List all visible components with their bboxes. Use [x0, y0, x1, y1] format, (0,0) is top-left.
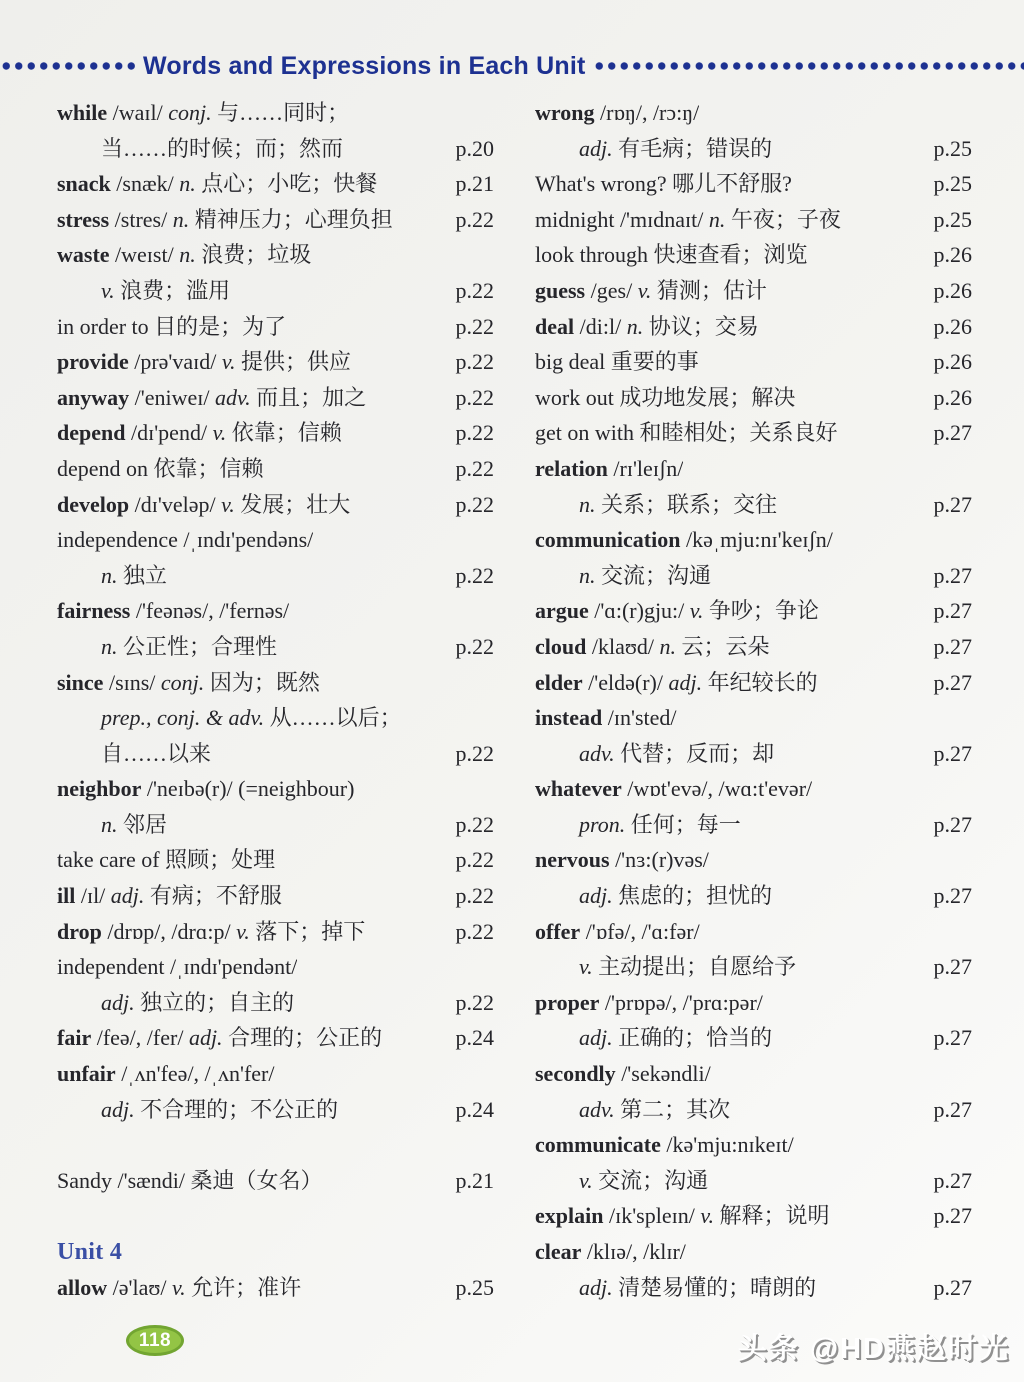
page-ref: p.27 — [933, 491, 972, 517]
entry-text: anyway /'eniweɪ/ adv. 而且；加之 — [57, 384, 367, 410]
entry-line — [535, 309, 972, 345]
page-ref: p.21 — [455, 1167, 494, 1193]
entry-line — [535, 380, 972, 416]
entry-line — [57, 273, 494, 309]
entry-text: pron. 任何；每一 — [579, 811, 741, 837]
page-ref: p.26 — [933, 349, 972, 375]
page-ref: p.20 — [455, 135, 494, 161]
entry-line — [57, 309, 494, 345]
page-ref: p.27 — [933, 811, 972, 837]
entry-text: adj. 正确的；恰当的 — [579, 1025, 773, 1051]
entry-text: independent /ˌɪndɪ'pendənt/ — [57, 954, 298, 980]
entry-line — [57, 451, 494, 487]
entry-text: adj. 清楚易懂的；晴朗的 — [579, 1274, 817, 1300]
page-header — [0, 50, 1024, 82]
entry-line — [57, 415, 494, 451]
watermark: 头条 @HD燕赵时光 — [737, 1333, 1010, 1365]
entry-text: elder /'eldə(r)/ adj. 年纪较长的 — [535, 669, 818, 695]
entry-text: while /waɪl/ conj. 与……同时； — [57, 100, 350, 125]
entry-text: n. 邻居 — [101, 811, 168, 837]
entry-line — [57, 487, 494, 523]
entry-text: adj. 焦虑的；担忧的 — [579, 883, 773, 909]
page-ref: p.25 — [455, 1274, 494, 1300]
entry-line — [535, 1198, 972, 1234]
entry-line — [57, 166, 494, 202]
entry-text: communication /kəˌmju:nɪ'keɪʃn/ — [535, 527, 833, 553]
page-ref: p.22 — [455, 420, 494, 446]
entry-text: deal /di:l/ n. 协议；交易 — [535, 313, 759, 339]
page-ref: p.22 — [455, 883, 494, 909]
entry-line — [57, 131, 494, 167]
page-title: Words and Expressions in Each Unit — [143, 51, 586, 80]
page-ref: p.22 — [455, 455, 494, 481]
page-ref: p.22 — [455, 811, 494, 837]
unit-heading — [57, 1234, 494, 1270]
entry-text: explain /ɪk'spleɪn/ v. 解释；说明 — [535, 1203, 830, 1229]
entry-text: waste /weɪst/ n. 浪费；垃圾 — [57, 242, 312, 268]
page-ref: p.22 — [455, 562, 494, 588]
entry-line — [535, 522, 972, 558]
entry-text: n. 公正性；合理性 — [101, 633, 278, 659]
page-number: 118 — [138, 1329, 172, 1351]
entry-text: Unit 4 — [57, 1238, 123, 1265]
page-ref: p.27 — [933, 420, 972, 446]
entry-text: wrong /rɒŋ/, /rɔ:ŋ/ — [535, 100, 700, 125]
page-ref: p.22 — [455, 277, 494, 303]
page-ref: p.22 — [455, 384, 494, 410]
entry-text: clear /klɪə/, /klɪr/ — [535, 1239, 686, 1264]
entry-line — [535, 95, 972, 131]
entry-text: cloud /klaʊd/ n. 云；云朵 — [535, 633, 770, 659]
entry-text: Sandy /'sændi/ 桑迪（女名） — [57, 1167, 323, 1193]
entry-line — [535, 914, 972, 950]
page-ref: p.24 — [455, 1025, 494, 1051]
entry-text: since /sɪns/ conj. 因为；既然 — [57, 669, 320, 695]
entry-line — [57, 736, 494, 772]
entry-line — [57, 202, 494, 238]
entry-line — [57, 95, 494, 131]
entry-line — [535, 1127, 972, 1163]
entry-text: argue /'ɑ:(r)gju:/ v. 争吵；争论 — [535, 598, 819, 624]
page-ref: p.21 — [455, 171, 494, 197]
glossary-column-left — [57, 95, 494, 1305]
entry-text: v. 浪费；滥用 — [101, 277, 231, 303]
page-ref: p.22 — [455, 918, 494, 944]
entry-text: fair /feə/, /fer/ adj. 合理的；公正的 — [57, 1025, 383, 1051]
dotted-rule-left — [0, 60, 136, 72]
entry-line — [57, 1092, 494, 1128]
entry-text: n. 交流；沟通 — [579, 562, 712, 588]
entry-line — [57, 522, 494, 558]
entry-text: What's wrong? 哪儿不舒服? — [535, 171, 792, 197]
page-ref: p.27 — [933, 562, 972, 588]
entry-line — [57, 878, 494, 914]
entry-line — [535, 807, 972, 843]
entry-text: allow /ə'laʊ/ v. 允许；准许 — [57, 1274, 302, 1300]
entry-text: take care of 照顾；处理 — [57, 847, 276, 873]
page-ref: p.27 — [933, 740, 972, 766]
entry-line — [57, 380, 494, 416]
entry-text: instead /ɪn'sted/ — [535, 705, 677, 731]
entry-text: 自……以来 — [101, 740, 212, 766]
entry-text: get on with 和睦相处；关系良好 — [535, 420, 838, 446]
entry-line — [535, 878, 972, 914]
entry-text: communicate /kə'mju:nɪkeɪt/ — [535, 1132, 794, 1158]
entry-text: n. 关系；联系；交往 — [579, 491, 778, 517]
page-ref: p.25 — [933, 171, 972, 197]
entry-line — [535, 202, 972, 238]
entry-line — [535, 1056, 972, 1092]
entry-line — [57, 665, 494, 701]
entry-line — [535, 842, 972, 878]
page-ref: p.27 — [933, 633, 972, 659]
page-number-badge — [126, 1325, 184, 1356]
page-ref: p.27 — [933, 1167, 972, 1193]
entry-line — [57, 558, 494, 594]
entry-text: n. 独立 — [101, 562, 168, 588]
entry-text: whatever /wɒt'evə/, /wɑ:t'evər/ — [535, 776, 813, 802]
entry-line — [535, 629, 972, 665]
entry-text: offer /'ɒfə/, /'ɑ:fər/ — [535, 918, 700, 944]
entry-text: adv. 代替；反而；却 — [579, 740, 775, 766]
entry-line — [535, 665, 972, 701]
entry-text: nervous /'nɜ:(r)vəs/ — [535, 847, 709, 873]
entry-text: proper /'prɒpə/, /'prɑ:pər/ — [535, 989, 763, 1015]
page-ref: p.22 — [455, 313, 494, 339]
entry-line — [535, 949, 972, 985]
entry-line — [57, 914, 494, 950]
page-ref: p.26 — [933, 384, 972, 410]
entry-line — [57, 949, 494, 985]
page-ref: p.27 — [933, 1274, 972, 1300]
entry-text: snack /snæk/ n. 点心；小吃；快餐 — [57, 171, 378, 197]
entry-line — [535, 1020, 972, 1056]
page-ref: p.27 — [933, 954, 972, 980]
entry-line — [57, 1056, 494, 1092]
entry-line — [535, 700, 972, 736]
entry-text: prep., conj. & adv. 从……以后； — [101, 705, 402, 731]
entry-text: fairness /'feənəs/, /'fernəs/ — [57, 598, 290, 624]
entry-line — [57, 237, 494, 273]
entry-text: depend on 依靠；信赖 — [57, 455, 264, 481]
entry-text: depend /dɪ'pend/ v. 依靠；信赖 — [57, 420, 342, 446]
entry-line — [535, 166, 972, 202]
entry-line — [535, 273, 972, 309]
entry-text: unfair /ˌʌn'feə/, /ˌʌn'fer/ — [57, 1061, 275, 1087]
page-ref: p.27 — [933, 598, 972, 624]
entry-text: v. 交流；沟通 — [579, 1167, 709, 1193]
entry-text: adj. 独立的；自主的 — [101, 989, 295, 1015]
page-ref: p.26 — [933, 242, 972, 268]
entry-line — [535, 771, 972, 807]
entry-line — [535, 736, 972, 772]
entry-line — [57, 1270, 494, 1306]
entry-text: adj. 有毛病；错误的 — [579, 135, 773, 161]
page-ref: p.27 — [933, 1096, 972, 1122]
page-ref: p.22 — [455, 206, 494, 232]
entry-line — [535, 415, 972, 451]
entry-text: adv. 第二；其次 — [579, 1096, 731, 1122]
entry-text: develop /dɪ'veləp/ v. 发展；壮大 — [57, 491, 351, 517]
entry-line — [57, 629, 494, 665]
page-ref: p.22 — [455, 349, 494, 375]
entry-line — [535, 451, 972, 487]
entry-line — [535, 1163, 972, 1199]
page-ref: p.26 — [933, 277, 972, 303]
entry-text: neighbor /'neɪbə(r)/ (=neighbour) — [57, 776, 355, 802]
entry-text: guess /ges/ v. 猜测；估计 — [535, 277, 767, 303]
page-ref: p.22 — [455, 989, 494, 1015]
page-ref: p.22 — [455, 740, 494, 766]
page-ref: p.27 — [933, 669, 972, 695]
entry-line — [57, 771, 494, 807]
page-ref: p.25 — [933, 135, 972, 161]
entry-text: v. 主动提出；自愿给予 — [579, 954, 797, 980]
entry-text: drop /drɒp/, /drɑ:p/ v. 落下；掉下 — [57, 918, 366, 944]
entry-text: ill /ɪl/ adj. 有病；不舒服 — [57, 883, 282, 909]
entry-text: provide /prə'vaɪd/ v. 提供；供应 — [57, 349, 352, 375]
entry-line — [57, 344, 494, 380]
entry-text: work out 成功地发展；解决 — [535, 384, 796, 410]
entry-line — [57, 985, 494, 1021]
entry-line — [535, 1092, 972, 1128]
entry-line — [535, 131, 972, 167]
entry-line — [535, 558, 972, 594]
entry-line — [535, 1270, 972, 1306]
entry-line — [535, 237, 972, 273]
page-ref: p.22 — [455, 847, 494, 873]
glossary-column-right — [535, 95, 972, 1305]
entry-line — [57, 700, 494, 736]
entry-line — [535, 487, 972, 523]
entry-text: midnight /'mɪdnaɪt/ n. 午夜；子夜 — [535, 206, 841, 232]
entry-line — [535, 593, 972, 629]
entry-line — [535, 344, 972, 380]
entry-text: secondly /'sekəndli/ — [535, 1061, 711, 1087]
entry-text: relation /rɪ'leɪʃn/ — [535, 455, 684, 481]
dotted-rule-right — [593, 60, 1024, 72]
entry-text: independence /ˌɪndɪ'pendəns/ — [57, 527, 314, 553]
page-ref: p.22 — [455, 491, 494, 517]
page-ref: p.27 — [933, 883, 972, 909]
page-ref: p.26 — [933, 313, 972, 339]
page-ref: p.25 — [933, 206, 972, 232]
entry-text: look through 快速查看；浏览 — [535, 242, 808, 268]
entry-line — [535, 1234, 972, 1270]
entry-text: stress /stres/ n. 精神压力；心理负担 — [57, 206, 393, 232]
entry-line — [57, 1020, 494, 1056]
entry-line — [535, 985, 972, 1021]
entry-line — [57, 807, 494, 843]
page-ref: p.27 — [933, 1025, 972, 1051]
entry-line — [57, 593, 494, 629]
entry-text: 当……的时候；而；然而 — [101, 135, 344, 161]
page-ref: p.27 — [933, 1203, 972, 1229]
page-ref: p.24 — [455, 1096, 494, 1122]
entry-line — [57, 842, 494, 878]
entry-line — [57, 1163, 494, 1199]
entry-text: big deal 重要的事 — [535, 349, 699, 375]
glossary — [57, 95, 972, 1305]
page-ref: p.22 — [455, 633, 494, 659]
entry-text: adj. 不合理的；不公正的 — [101, 1096, 339, 1122]
entry-text: in order to 目的是；为了 — [57, 313, 287, 339]
